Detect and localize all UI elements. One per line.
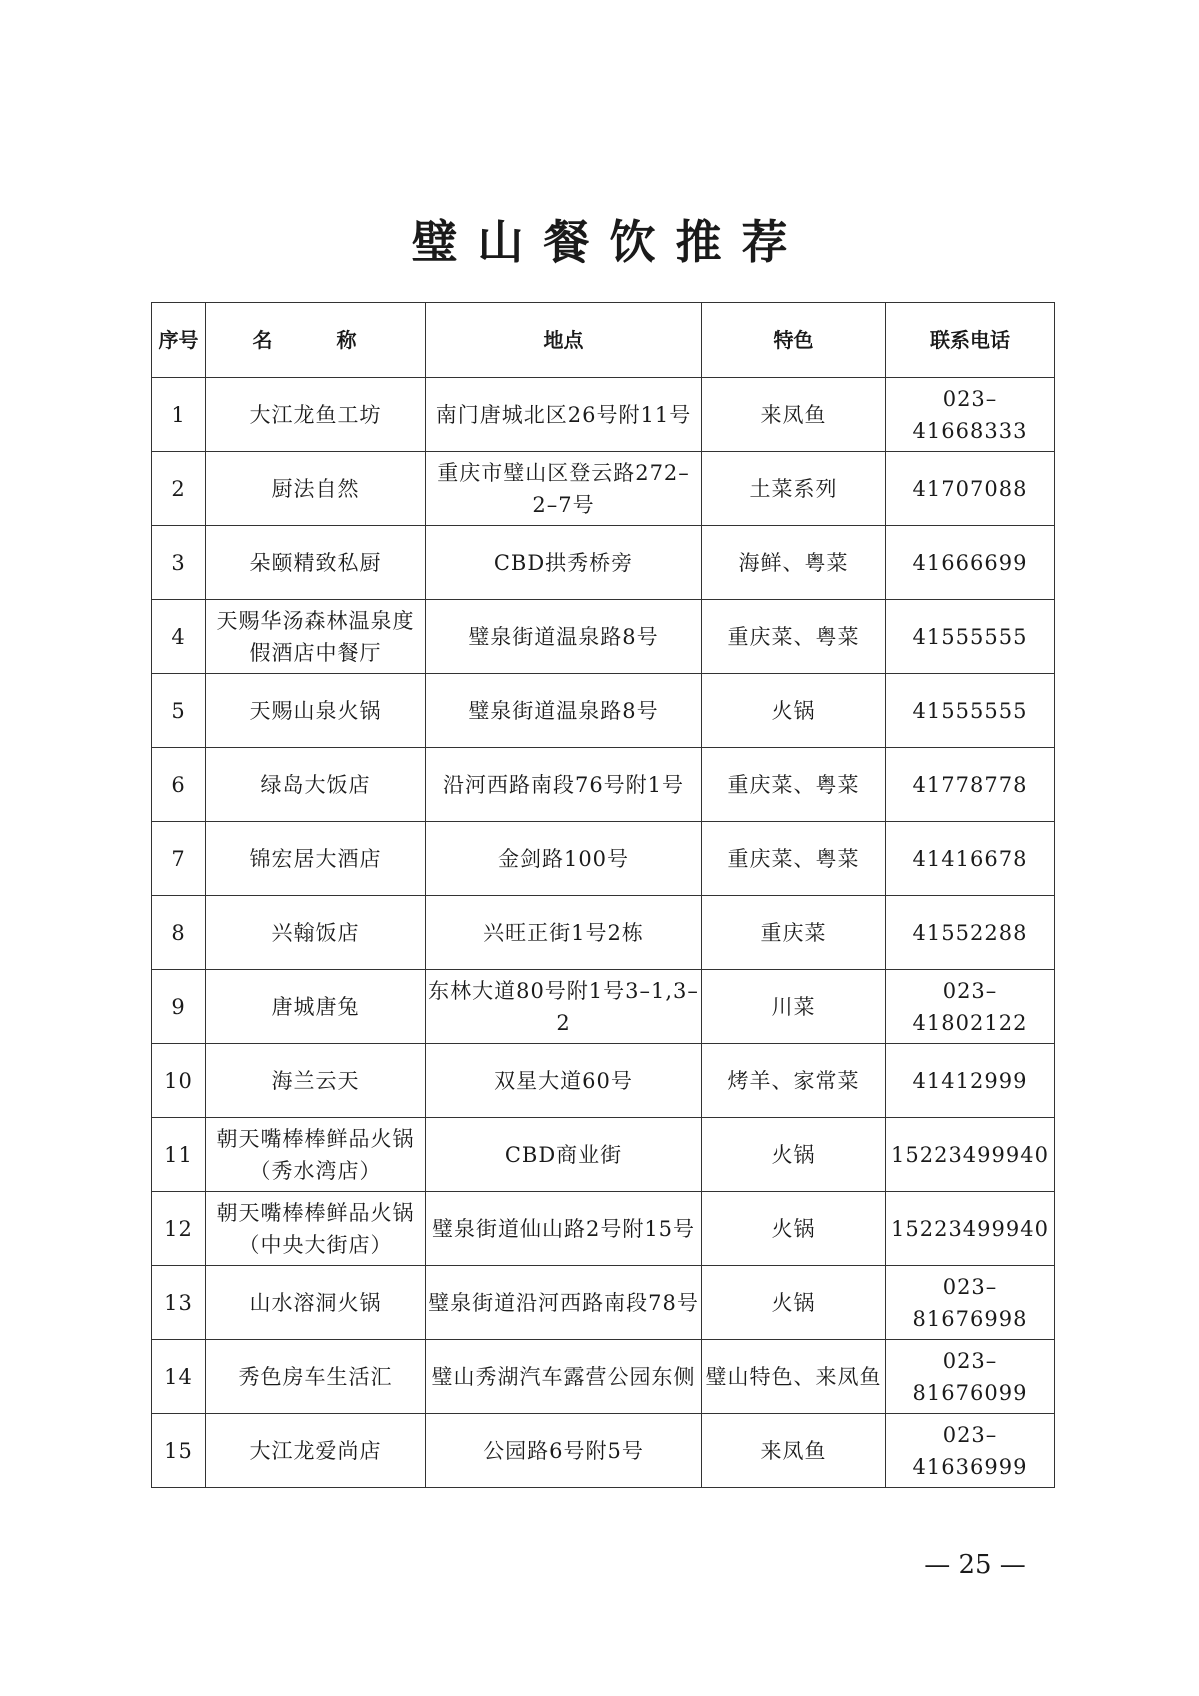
cell-index: 2 <box>152 452 206 526</box>
cell-phone: 023–81676998 <box>886 1266 1055 1340</box>
table-row <box>152 378 1055 452</box>
cell-phone: 41412999 <box>886 1044 1055 1118</box>
cell-specialty: 重庆菜 <box>702 896 886 970</box>
cell-location: 公园路6号附5号 <box>426 1414 702 1488</box>
cell-phone: 41555555 <box>886 674 1055 748</box>
cell-phone: 41778778 <box>886 748 1055 822</box>
cell-phone: 41552288 <box>886 896 1055 970</box>
cell-index: 8 <box>152 896 206 970</box>
cell-name: 唐城唐兔 <box>206 970 426 1044</box>
cell-specialty: 重庆菜、粤菜 <box>702 748 886 822</box>
cell-phone: 15223499940 <box>886 1118 1055 1192</box>
cell-location: 东林大道80号附1号3–1,3–2 <box>426 970 702 1044</box>
cell-specialty: 火锅 <box>702 1192 886 1266</box>
cell-location: 璧泉街道沿河西路南段78号 <box>426 1266 702 1340</box>
cell-phone: 41416678 <box>886 822 1055 896</box>
cell-specialty: 来凤鱼 <box>702 378 886 452</box>
cell-index: 1 <box>152 378 206 452</box>
cell-location: CBD拱秀桥旁 <box>426 526 702 600</box>
cell-location: 璧山秀湖汽车露营公园东侧 <box>426 1340 702 1414</box>
cell-specialty: 火锅 <box>702 1118 886 1192</box>
page-title: 璧山餐饮推荐 <box>411 215 808 269</box>
cell-name: 海兰云天 <box>206 1044 426 1118</box>
table-row <box>152 1044 1055 1118</box>
cell-location: CBD商业街 <box>426 1118 702 1192</box>
cell-name: 天赐山泉火锅 <box>206 674 426 748</box>
table-row <box>152 1340 1055 1414</box>
table-header-row <box>152 303 1055 378</box>
table-row <box>152 600 1055 674</box>
table-row <box>152 674 1055 748</box>
cell-name: 厨法自然 <box>206 452 426 526</box>
cell-index: 4 <box>152 600 206 674</box>
header-phone: 联系电话 <box>886 303 1055 378</box>
cell-location: 双星大道60号 <box>426 1044 702 1118</box>
cell-index: 3 <box>152 526 206 600</box>
header-location: 地点 <box>426 303 702 378</box>
table-row <box>152 822 1055 896</box>
table-row <box>152 896 1055 970</box>
cell-location: 璧泉街道仙山路2号附15号 <box>426 1192 702 1266</box>
header-name <box>206 303 426 378</box>
cell-phone: 023–41802122 <box>886 970 1055 1044</box>
cell-name: 秀色房车生活汇 <box>206 1340 426 1414</box>
cell-specialty: 火锅 <box>702 1266 886 1340</box>
cell-location: 南门唐城北区26号附11号 <box>426 378 702 452</box>
header-name-label: 名 称 <box>252 328 379 352</box>
cell-name: 朝天嘴棒棒鲜品火锅（中央大街店） <box>206 1192 426 1266</box>
cell-index: 12 <box>152 1192 206 1266</box>
cell-index: 7 <box>152 822 206 896</box>
cell-location: 璧泉街道温泉路8号 <box>426 600 702 674</box>
cell-location: 兴旺正街1号2栋 <box>426 896 702 970</box>
table-row <box>152 1192 1055 1266</box>
cell-specialty: 海鲜、粤菜 <box>702 526 886 600</box>
cell-location: 重庆市璧山区登云路272–2–7号 <box>426 452 702 526</box>
restaurant-table <box>151 302 1055 1488</box>
cell-name: 山水溶洞火锅 <box>206 1266 426 1340</box>
cell-specialty: 璧山特色、来凤鱼 <box>702 1340 886 1414</box>
cell-specialty: 火锅 <box>702 674 886 748</box>
cell-location: 金剑路100号 <box>426 822 702 896</box>
page-number: — 25 — <box>924 1550 1026 1580</box>
cell-specialty: 重庆菜、粤菜 <box>702 600 886 674</box>
cell-name: 兴翰饭店 <box>206 896 426 970</box>
cell-location: 沿河西路南段76号附1号 <box>426 748 702 822</box>
cell-name: 天赐华汤森林温泉度假酒店中餐厅 <box>206 600 426 674</box>
cell-index: 6 <box>152 748 206 822</box>
cell-index: 9 <box>152 970 206 1044</box>
cell-phone: 023–81676099 <box>886 1340 1055 1414</box>
cell-phone: 023–41636999 <box>886 1414 1055 1488</box>
cell-phone: 023–41668333 <box>886 378 1055 452</box>
table-row <box>152 1266 1055 1340</box>
cell-specialty: 来凤鱼 <box>702 1414 886 1488</box>
cell-index: 11 <box>152 1118 206 1192</box>
cell-phone: 15223499940 <box>886 1192 1055 1266</box>
cell-index: 15 <box>152 1414 206 1488</box>
cell-index: 10 <box>152 1044 206 1118</box>
cell-specialty: 川菜 <box>702 970 886 1044</box>
table-row <box>152 1118 1055 1192</box>
table-body <box>152 378 1055 1488</box>
cell-index: 14 <box>152 1340 206 1414</box>
cell-phone: 41666699 <box>886 526 1055 600</box>
header-index: 序号 <box>152 303 206 378</box>
cell-specialty: 烤羊、家常菜 <box>702 1044 886 1118</box>
cell-name: 锦宏居大酒店 <box>206 822 426 896</box>
cell-specialty: 重庆菜、粤菜 <box>702 822 886 896</box>
cell-specialty: 土菜系列 <box>702 452 886 526</box>
header-specialty: 特色 <box>702 303 886 378</box>
table-row <box>152 970 1055 1044</box>
cell-phone: 41555555 <box>886 600 1055 674</box>
cell-phone: 41707088 <box>886 452 1055 526</box>
cell-name: 朝天嘴棒棒鲜品火锅（秀水湾店） <box>206 1118 426 1192</box>
table-row <box>152 1414 1055 1488</box>
cell-name: 朵颐精致私厨 <box>206 526 426 600</box>
table-row <box>152 748 1055 822</box>
table-row <box>152 452 1055 526</box>
table-row <box>152 526 1055 600</box>
cell-location: 璧泉街道温泉路8号 <box>426 674 702 748</box>
cell-index: 13 <box>152 1266 206 1340</box>
cell-name: 绿岛大饭店 <box>206 748 426 822</box>
cell-index: 5 <box>152 674 206 748</box>
cell-name: 大江龙鱼工坊 <box>206 378 426 452</box>
cell-name: 大江龙爱尚店 <box>206 1414 426 1488</box>
